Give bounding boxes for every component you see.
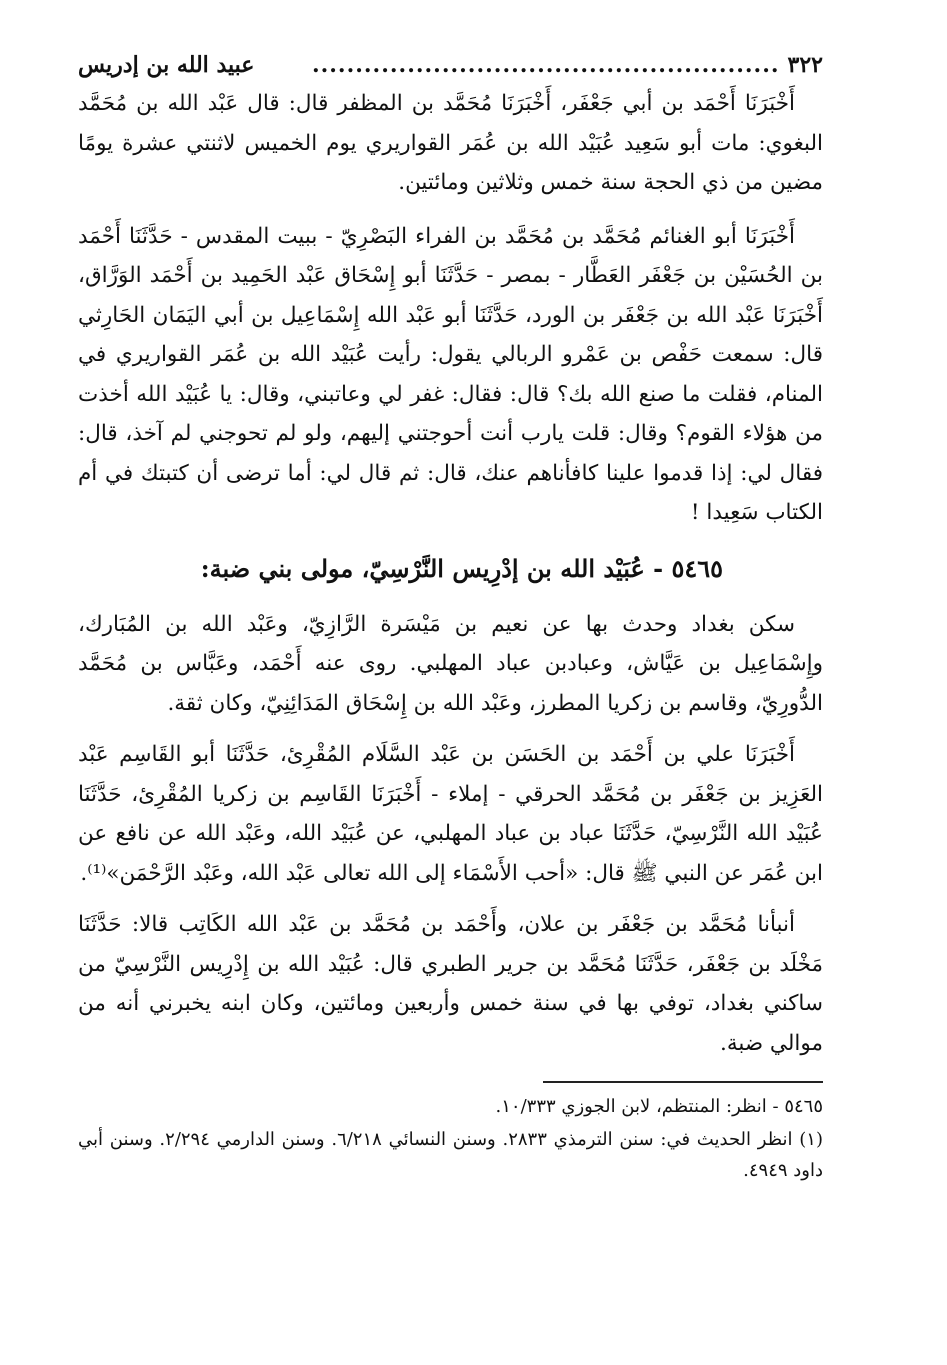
header-leader-dots: ...................................................... xyxy=(311,52,780,78)
footnote-hadith: (١) انظر الحديث في: سنن الترمذي ٢٨٣٣. وسنن النسائي ٦/٢١٨. وسنن الدارمي ٢/٢٩٤. وسنن أبي داود ٤٩٤٩. xyxy=(78,1129,823,1181)
running-header xyxy=(78,52,823,84)
running-title: عبيد الله بن إدريس xyxy=(78,52,255,78)
page-number: ٣٢٢ xyxy=(787,52,823,78)
footnotes xyxy=(78,1091,823,1186)
paragraph-1: أَخْبَرَنَا أَحْمَد بن أبي جَعْفَر، أَخْبَرَنَا مُحَمَّد بن المظفر قال: قال عَبْد الله بن مُحَمَّد البغوي: مات أبو سَعِيد عُبَيْد الله بن عُمَر القواريري يوم الخميس لاثنتي عشرة يومًا مضين من ذي الحجة سنة خمس وثلاثين ومائتين. xyxy=(78,91,823,195)
footnote-entry: ٥٤٦٥ - انظر: المنتظم، لابن الجوزي ١٠/٣٣٣. xyxy=(495,1096,823,1117)
paragraph-5: أنبأنا مُحَمَّد بن جَعْفَر بن علان، وأَحْمَد بن مُحَمَّد بن عَبْد الله الكَاتِب قالا: حَدَّثَنَا مَخْلَد بن جَعْفَر، حَدَّثَنَا مُحَمَّد بن جرير الطبري قال: عُبَيْد الله بن إِدْرِيس النَّرْسِيّ من ساكني بغداد، توفي بها في سنة خمس وأربعين ومائتين، وكان ابنه يخبرني أنه من موالي ضبة. xyxy=(78,912,823,1056)
book-page xyxy=(78,52,823,1188)
paragraph-3: سكن بغداد وحدث بها عن نعيم بن مَيْسَرة الرَّازِيّ، وعَبْد الله بن المُبَارك، وإِسْمَاعِيل بن عَيَّاش، وعبادبن عباد المهلبي. روى عنه أَحْمَد، وعَبَّاس بن مُحَمَّد الدُّورِيّ، وقاسم بن زكريا المطرز، وعَبْد الله بن إِسْحَاق المَدَائِنِيّ، وكان ثقة. xyxy=(78,611,823,716)
footnote-divider xyxy=(543,1081,823,1083)
paragraph-4: أَخْبَرَنَا علي بن أَحْمَد بن الحَسَن بن عَبْد السَّلَام المُقْرِئ، حَدَّثَنَا أبو القَاسِم عَبْد العَزِيز بن جَعْفَر بن مُحَمَّد الحرقي - إملاء - أَخْبَرَنَا القَاسِم بن زكريا المُقْرِئ، حَدَّثَنَا عُبَيْد الله النَّرْسِيّ، حَدَّثَنَا عباد بن عباد المهلبي، عن عُبَيْد الله، وعَبْد الله عن نافع عن ابن عُمَر عن النبي ﷺ قال: «أحب الأَسْمَاء إلى الله تعالى عَبْد الله، وعَبْد الرَّحْمَن»⁽¹⁾. xyxy=(78,742,823,886)
paragraph-2: أَخْبَرَنَا أبو الغنائم مُحَمَّد بن مُحَمَّد بن الفراء البَصْرِيّ - ببيت المقدس - حَدَّثَنَا أَحْمَد بن الحُسَيْن بن جَعْفَر العَطَّار - بمصر - حَدَّثَنَا أبو إِسْحَاق عَبْد الحَمِيد بن أَحْمَد الوَرَّاق، أَخْبَرَنَا عَبْد الله بن جَعْفَر بن الورد، حَدَّثَنَا أبو عَبْد الله إِسْمَاعِيل بن أبي اليَمَان الحَارِثي قال: سمعت حَفْص بن عَمْرو الربالي يقول: رأيت عُبَيْد الله بن عُمَر القواريري في المنام، فقلت ما صنع الله بك؟ قال: فقال: غفر لي وعاتبني، وقال: يا عُبَيْد الله أخذت من هؤلاء القوم؟ وقال: قلت يارب أنت أحوجتني إليهم، ولو لم تحوجني لم آخذ، قال: فقال لي: إذا قدموا علينا كافأناهم عنك، قال: ثم قال لي: أما ترضى أن كتبتك في أم الكتاب سَعِيدا ! xyxy=(78,223,823,525)
entry-title: ٥٤٦٥ - عُبَيْد الله بن إدْرِيس النَّرْسِيّ، مولى بني ضبة: xyxy=(200,553,723,583)
